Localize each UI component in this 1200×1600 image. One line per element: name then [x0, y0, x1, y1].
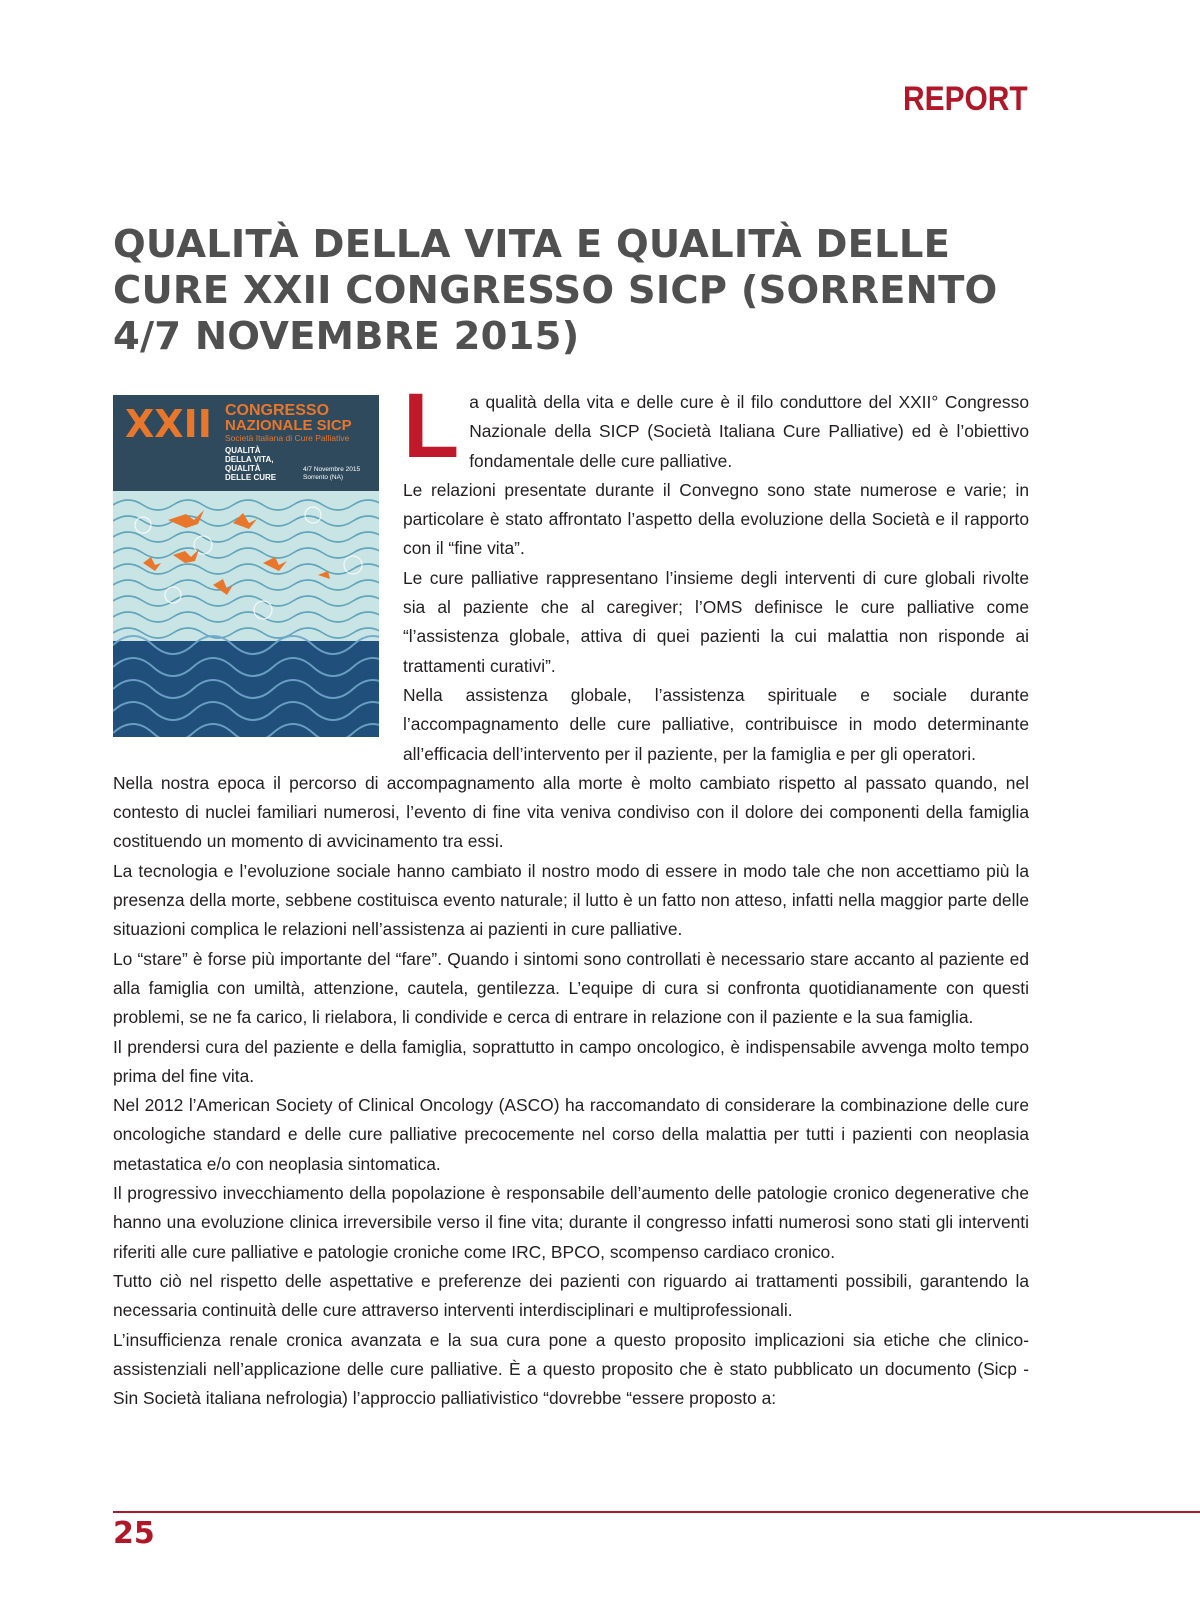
paragraph: Nel 2012 l’American Society of Clinical Oncology (ASCO) ha raccomandato di considerare la combinazione delle cure oncologiche standard e delle cure palliative precocemente nel corso della malattia per tutti i pazienti con neoplasia metastatica e/o con neoplasia sintomatica.	[113, 1095, 1029, 1174]
cover-theme2: DELLA VITA,	[225, 455, 274, 464]
page-number: 25	[113, 1516, 155, 1551]
paragraph: Nella nostra epoca il percorso di accompagnamento alla morte è molto cambiato rispetto al passato quando, nel contesto di nuclei familiari numerosi, l’evento di fine vita veniva condiviso con il dolore dei componenti della famiglia costituendo un momento di avvicinamento tra essi.	[113, 772, 1029, 852]
footer-rule	[113, 1511, 1200, 1513]
drop-cap: L	[403, 375, 460, 477]
article-body	[113, 375, 1029, 1413]
paragraph: Il progressivo invecchiamento della popolazione è responsabile dell’aumento delle patologie cronico degenerative che hanno una evoluzione clinica irreversibile verso il fine vita; durante il congresso infatti numerosi sono stati gli interventi riferiti alle cure palliative e patologie croniche come IRC, BPCO, scompenso cardiaco cronico.	[113, 1183, 1029, 1262]
paragraph: Nella assistenza globale, l’assistenza spirituale e sociale durante l’accompagnamento delle cure palliative, contribuisce in modo determinante all’efficacia dell’intervento per il paziente, per la famiglia e per gli operatori.	[403, 684, 1029, 764]
section-label: REPORT	[903, 80, 1028, 118]
article-title: QUALITÀ DELLA VITA E QUALITÀ DELLE CURE XXII CONGRESSO SICP (SORRENTO 4/7 NOVEMBRE 2015)	[113, 222, 998, 359]
paragraph: L’insufficienza renale cronica avanzata e la sua cura pone a questo proposito implicazioni sia etiche che clinico-assistenziali nell’applicazione delle cure palliative. È a questo proposito che è stato pubblicato un documento (Sicp - Sin Società italiana nefrologia) l’approccio palliativistico “dovrebbe “essere proposto a:	[113, 1329, 1029, 1409]
cover-theme3: QUALITÀ	[225, 464, 261, 473]
paragraph: Lo “stare” è forse più importante del “fare”. Quando i sintomi sono controllati è necessario stare accanto al paziente ed alla famiglia con umiltà, attenzione, cautela, gentilezza. L’equipe di cura si confronta quotidianamente con questi problemi, se ne fa carico, li rielabora, li condivide e cerca di entrare in relazione con il paziente e la sua famiglia.	[113, 948, 1029, 1028]
cover-dates: 4/7 Novembre 2015	[303, 466, 361, 473]
cover-line2: NAZIONALE SICP	[225, 417, 352, 434]
paragraph: Le cure palliative rappresentano l’insieme degli interventi di cure globali rivolte sia al paziente che al caregiver; l’OMS definisce le cure palliative come “l’assistenza globale, attiva di quei pazienti la cui malattia non risponde ai trattamenti curativi”.	[403, 567, 1029, 676]
cover-theme1: QUALITÀ	[225, 446, 261, 455]
cover-place: Sorrento (NA)	[303, 474, 344, 481]
cover-theme4: DELLE CURE	[225, 473, 277, 482]
cover-subtitle: Società Italiana di Cure Palliative	[225, 433, 350, 443]
paragraph: La tecnologia e l’evoluzione sociale hanno cambiato il nostro modo di essere in modo tale che non accettiamo più la presenza della morte, sebbene costituisca evento naturale; il lutto è un fatto non atteso, infatti nella maggior parte delle situazioni complica le relazioni nell’assistenza ai pazienti in cure palliative.	[113, 860, 1029, 940]
cover-numeral: XXII	[125, 402, 212, 446]
paragraph: Il prendersi cura del paziente e della famiglia, soprattutto in campo oncologico, è indispensabile avvenga molto tempo prima del fine vita.	[113, 1036, 1029, 1086]
paragraph: Tutto ciò nel rispetto delle aspettative e preferenze dei pazienti con riguardo ai trattamenti possibili, garantendo la necessaria continuità delle cure attraverso interventi interdisciplinari e multiprofessionali.	[113, 1270, 1029, 1321]
cover-line1: CONGRESSO	[225, 402, 330, 419]
paragraph-intro: La qualità della vita e delle cure è il filo conduttore del XXII° Congresso Nazionale della SICP (Società Italiana Cure Palliative) ed è l’obiettivo fondamentale delle cure palliative.	[403, 375, 1029, 477]
paragraph: Le relazioni presentate durante il Convegno sono state numerose e varie; in particolare è stato affrontato l’aspetto della evoluzione della Società e il rapporto con il “fine vita”.	[403, 479, 1029, 559]
